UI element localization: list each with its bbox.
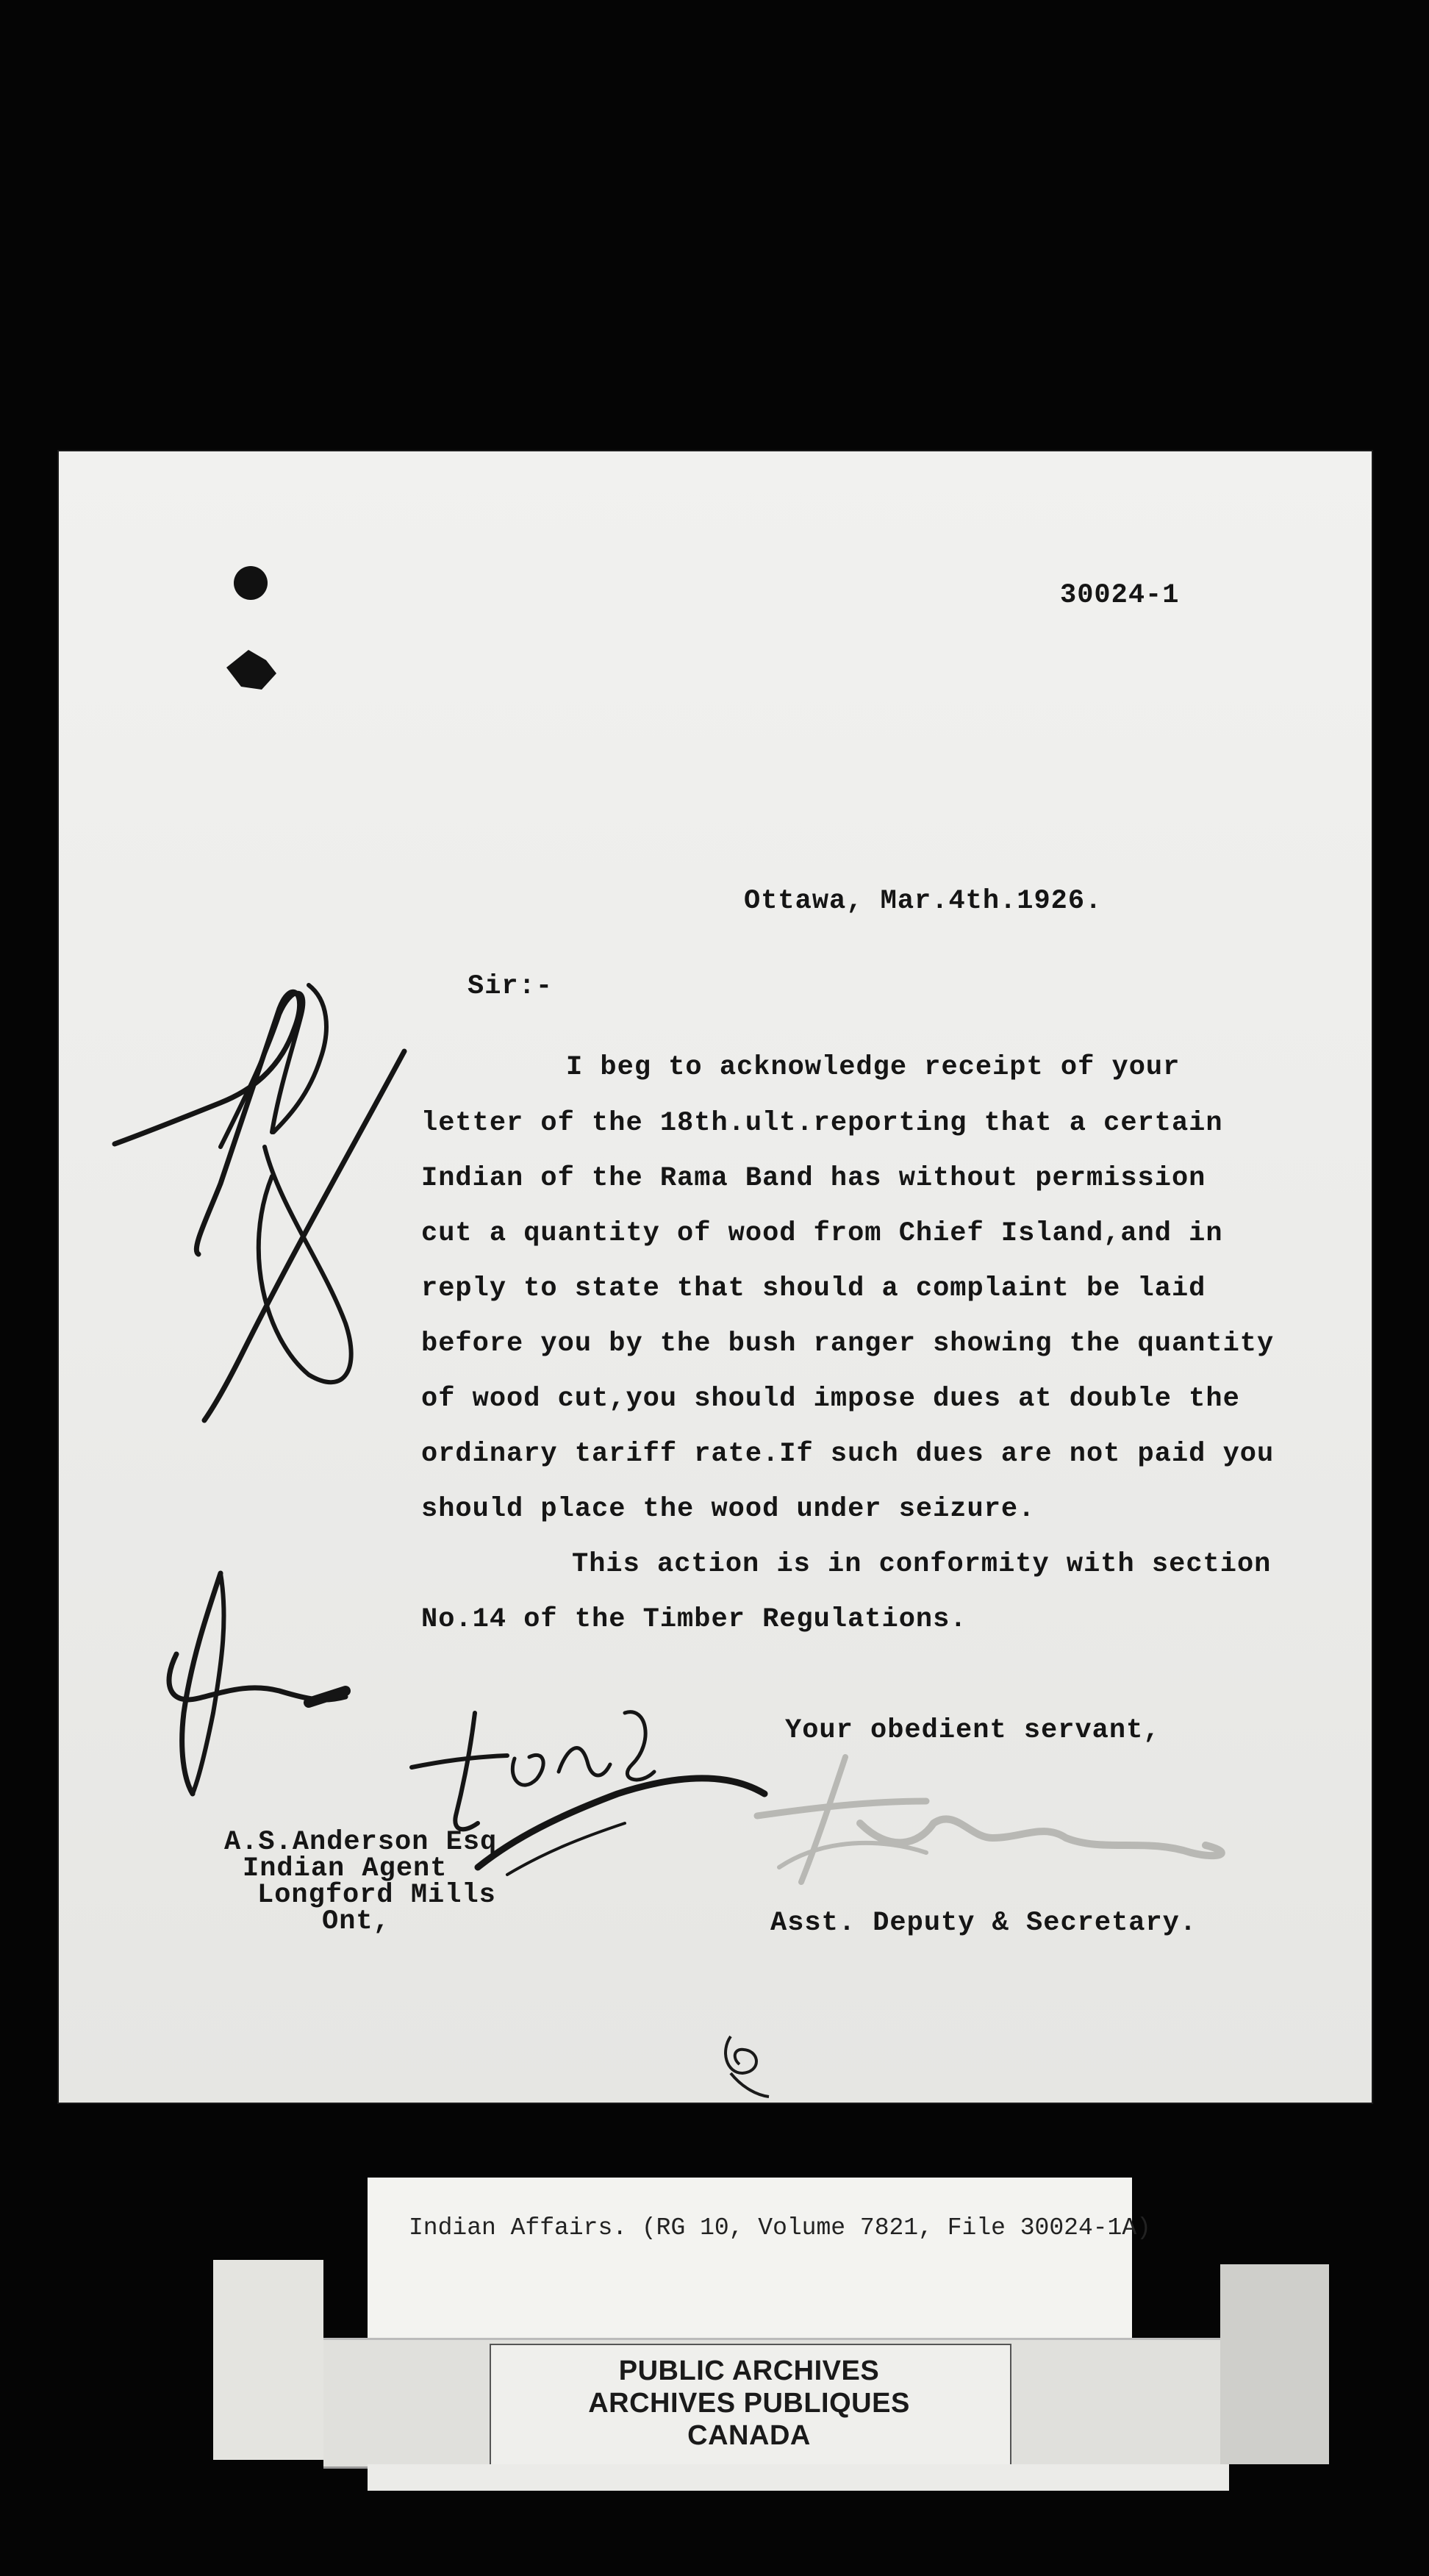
bottom-card-edge bbox=[368, 2464, 1229, 2491]
addressee-line: A.S.Anderson Esq. bbox=[224, 1827, 515, 1858]
body-line: should place the wood under seizure. bbox=[421, 1494, 1036, 1525]
body-line: before you by the bush ranger showing the quantity bbox=[421, 1328, 1275, 1359]
addressee-line: Longford Mills bbox=[257, 1880, 496, 1911]
stamp-line: PUBLIC ARCHIVES bbox=[618, 2355, 880, 2386]
body-line: Indian of the Rama Band has without permission bbox=[421, 1163, 1206, 1194]
stamp-line: ARCHIVES PUBLIQUES bbox=[588, 2388, 910, 2419]
body-line: ordinary tariff rate.If such dues are not paid you bbox=[421, 1439, 1275, 1470]
stamp-line: CANADA bbox=[687, 2420, 811, 2451]
ink-blot-mark bbox=[222, 645, 281, 694]
body-line: I beg to acknowledge receipt of your bbox=[566, 1052, 1181, 1083]
closing: Your obedient servant, bbox=[785, 1715, 1161, 1746]
signature-title: Asst. Deputy & Secretary. bbox=[770, 1908, 1197, 1939]
addressee-line: Ont, bbox=[322, 1906, 390, 1937]
body-line: of wood cut,you should impose dues at double the bbox=[421, 1384, 1240, 1414]
body-line: This action is in conformity with section bbox=[572, 1549, 1272, 1580]
file-number: 30024-1 bbox=[1060, 580, 1180, 611]
body-line: reply to state that should a complaint be laid bbox=[421, 1273, 1206, 1304]
dateline: Ottawa, Mar.4th.1926. bbox=[744, 886, 1103, 917]
archive-citation: Indian Affairs. (RG 10, Volume 7821, File 30024-1A) bbox=[409, 2214, 1151, 2242]
archive-citation-card bbox=[368, 2178, 1132, 2361]
punch-hole-dot bbox=[234, 566, 268, 600]
body-line: cut a quantity of wood from Chief Island,and in bbox=[421, 1218, 1223, 1249]
body-line: No.14 of the Timber Regulations. bbox=[421, 1604, 967, 1635]
tape-right bbox=[1220, 2264, 1329, 2464]
addressee-line: Indian Agent bbox=[243, 1853, 448, 1884]
body-line: letter of the 18th.ult.reporting that a certain bbox=[421, 1108, 1223, 1139]
salutation: Sir:- bbox=[468, 971, 554, 1002]
tape-left bbox=[213, 2260, 323, 2460]
